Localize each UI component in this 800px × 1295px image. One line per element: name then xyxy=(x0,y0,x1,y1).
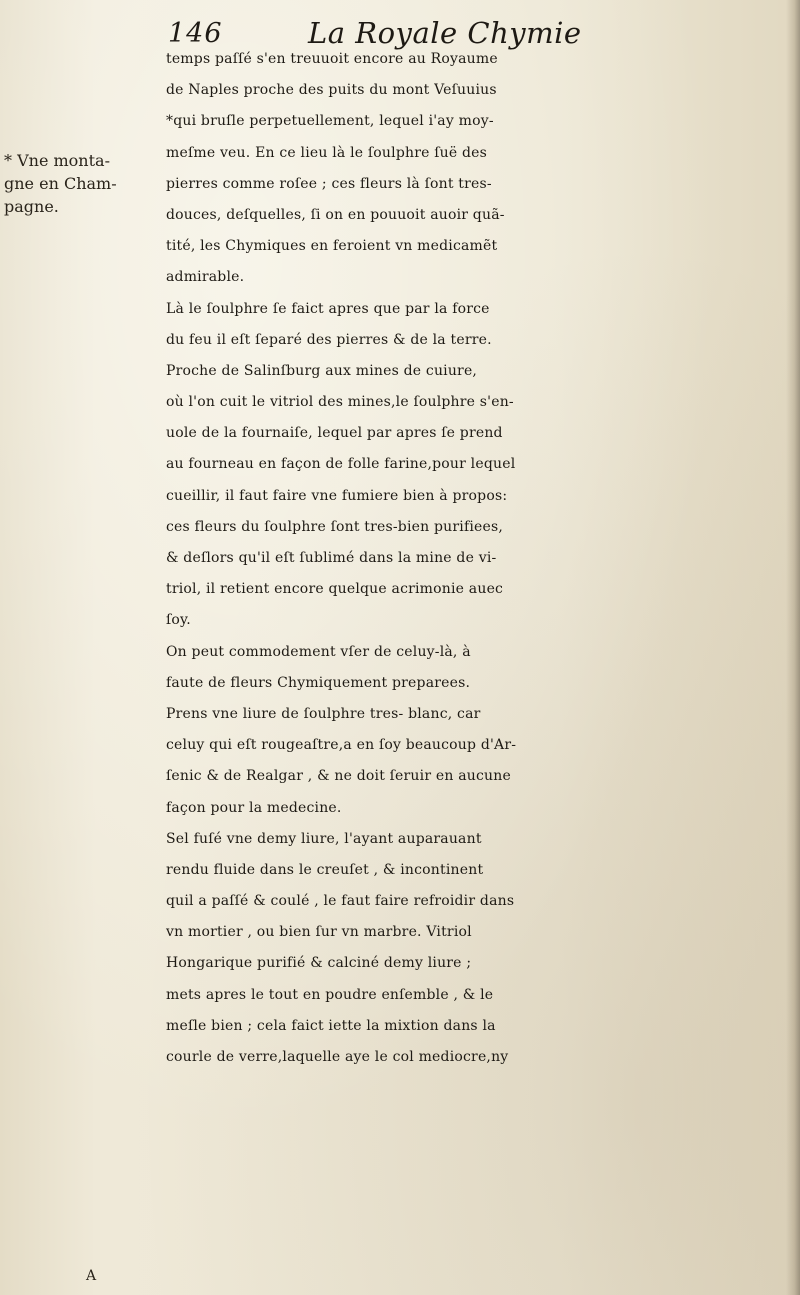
text-line: *qui bruſle perpetuellement, lequel i'ay moy- xyxy=(166,113,494,130)
text-line: On peut commodement vſer de celuy-là, à xyxy=(166,643,471,660)
text-line: douces, deſquelles, ſi on en pouuoit auoir quã- xyxy=(166,206,505,223)
text-line: de Naples proche des puits du mont Veſuuius xyxy=(166,82,497,99)
text-line: ces fleurs du ſoulphre ſont tres-bien purifiees, xyxy=(166,518,504,535)
text-line: Sel fuſé vne demy liure, l'ayant auparauant xyxy=(166,830,482,847)
margin-note xyxy=(4,149,154,218)
text-line: admirable. xyxy=(166,269,245,286)
text-line: pierres comme roſee ; ces fleurs là ſont tres- xyxy=(166,175,492,192)
signature-mark: A xyxy=(86,1268,97,1284)
text-line: quil a paſſé & coulé , le faut faire refroidir dans xyxy=(166,893,515,910)
text-line: au fourneau en façon de folle farine,pour lequel xyxy=(166,456,516,473)
text-line: Prens vne liure de ſoulphre tres- blanc, car xyxy=(166,705,481,722)
body-text xyxy=(166,44,784,1073)
text-line: où l'on cuit le vitriol des mines,le ſoulphre s'en- xyxy=(166,394,514,411)
margin-note-line: * Vne monta- xyxy=(4,151,110,170)
text-line: ſenic & de Realgar , & ne doit ſeruir en aucune xyxy=(166,768,511,785)
text-line: celuy qui eſt rougeaſtre,a en ſoy beaucoup d'Ar- xyxy=(166,737,517,754)
text-line: cueillir, il faut faire vne fumiere bien à propos: xyxy=(166,487,508,504)
margin-note-line: gne en Cham- xyxy=(4,174,117,193)
text-line: mets apres le tout en poudre enſemble , & le xyxy=(166,986,494,1003)
text-line: courle de verre,laquelle aye le col mediocre,ny xyxy=(166,1049,509,1065)
text-line: triol, il retient encore quelque acrimonie auec xyxy=(166,581,504,598)
text-line: rendu fluide dans le creuſet , & incontinent xyxy=(166,861,484,878)
text-line: Là le ſoulphre ſe faict apres que par la force xyxy=(166,300,490,317)
text-line: tité, les Chymiques en feroient vn medicamẽt xyxy=(166,238,498,255)
running-title: La Royale Chymie xyxy=(308,16,582,50)
text-line: ſoy. xyxy=(166,612,191,629)
text-line: meſme veu. En ce lieu là le ſoulphre ſuë des xyxy=(166,144,487,161)
text-line: Hongarique purifié & calciné demy liure ; xyxy=(166,955,472,972)
page-number: 146 xyxy=(168,18,223,49)
margin-note-line: pagne. xyxy=(4,197,59,216)
text-line: temps paſſé s'en treuuoit encore au Royaume xyxy=(166,51,498,67)
text-line: uole de la fournaiſe, lequel par apres ſe prend xyxy=(166,425,503,442)
text-line: faute de fleurs Chymiquement preparees. xyxy=(166,674,471,691)
page-edge-shadow xyxy=(786,0,800,1295)
text-line: du feu il eſt ſeparé des pierres & de la terre. xyxy=(166,331,492,348)
text-line: meſle bien ; cela faict iette la mixtion dans la xyxy=(166,1017,496,1034)
text-line: vn mortier , ou bien ſur vn marbre. Vitriol xyxy=(166,924,472,941)
text-line: Proche de Salinſburg aux mines de cuiure, xyxy=(166,362,478,379)
text-line: & deſlors qu'il eſt ſublimé dans la mine de vi- xyxy=(166,550,497,566)
text-line: façon pour la medecine. xyxy=(166,799,342,816)
